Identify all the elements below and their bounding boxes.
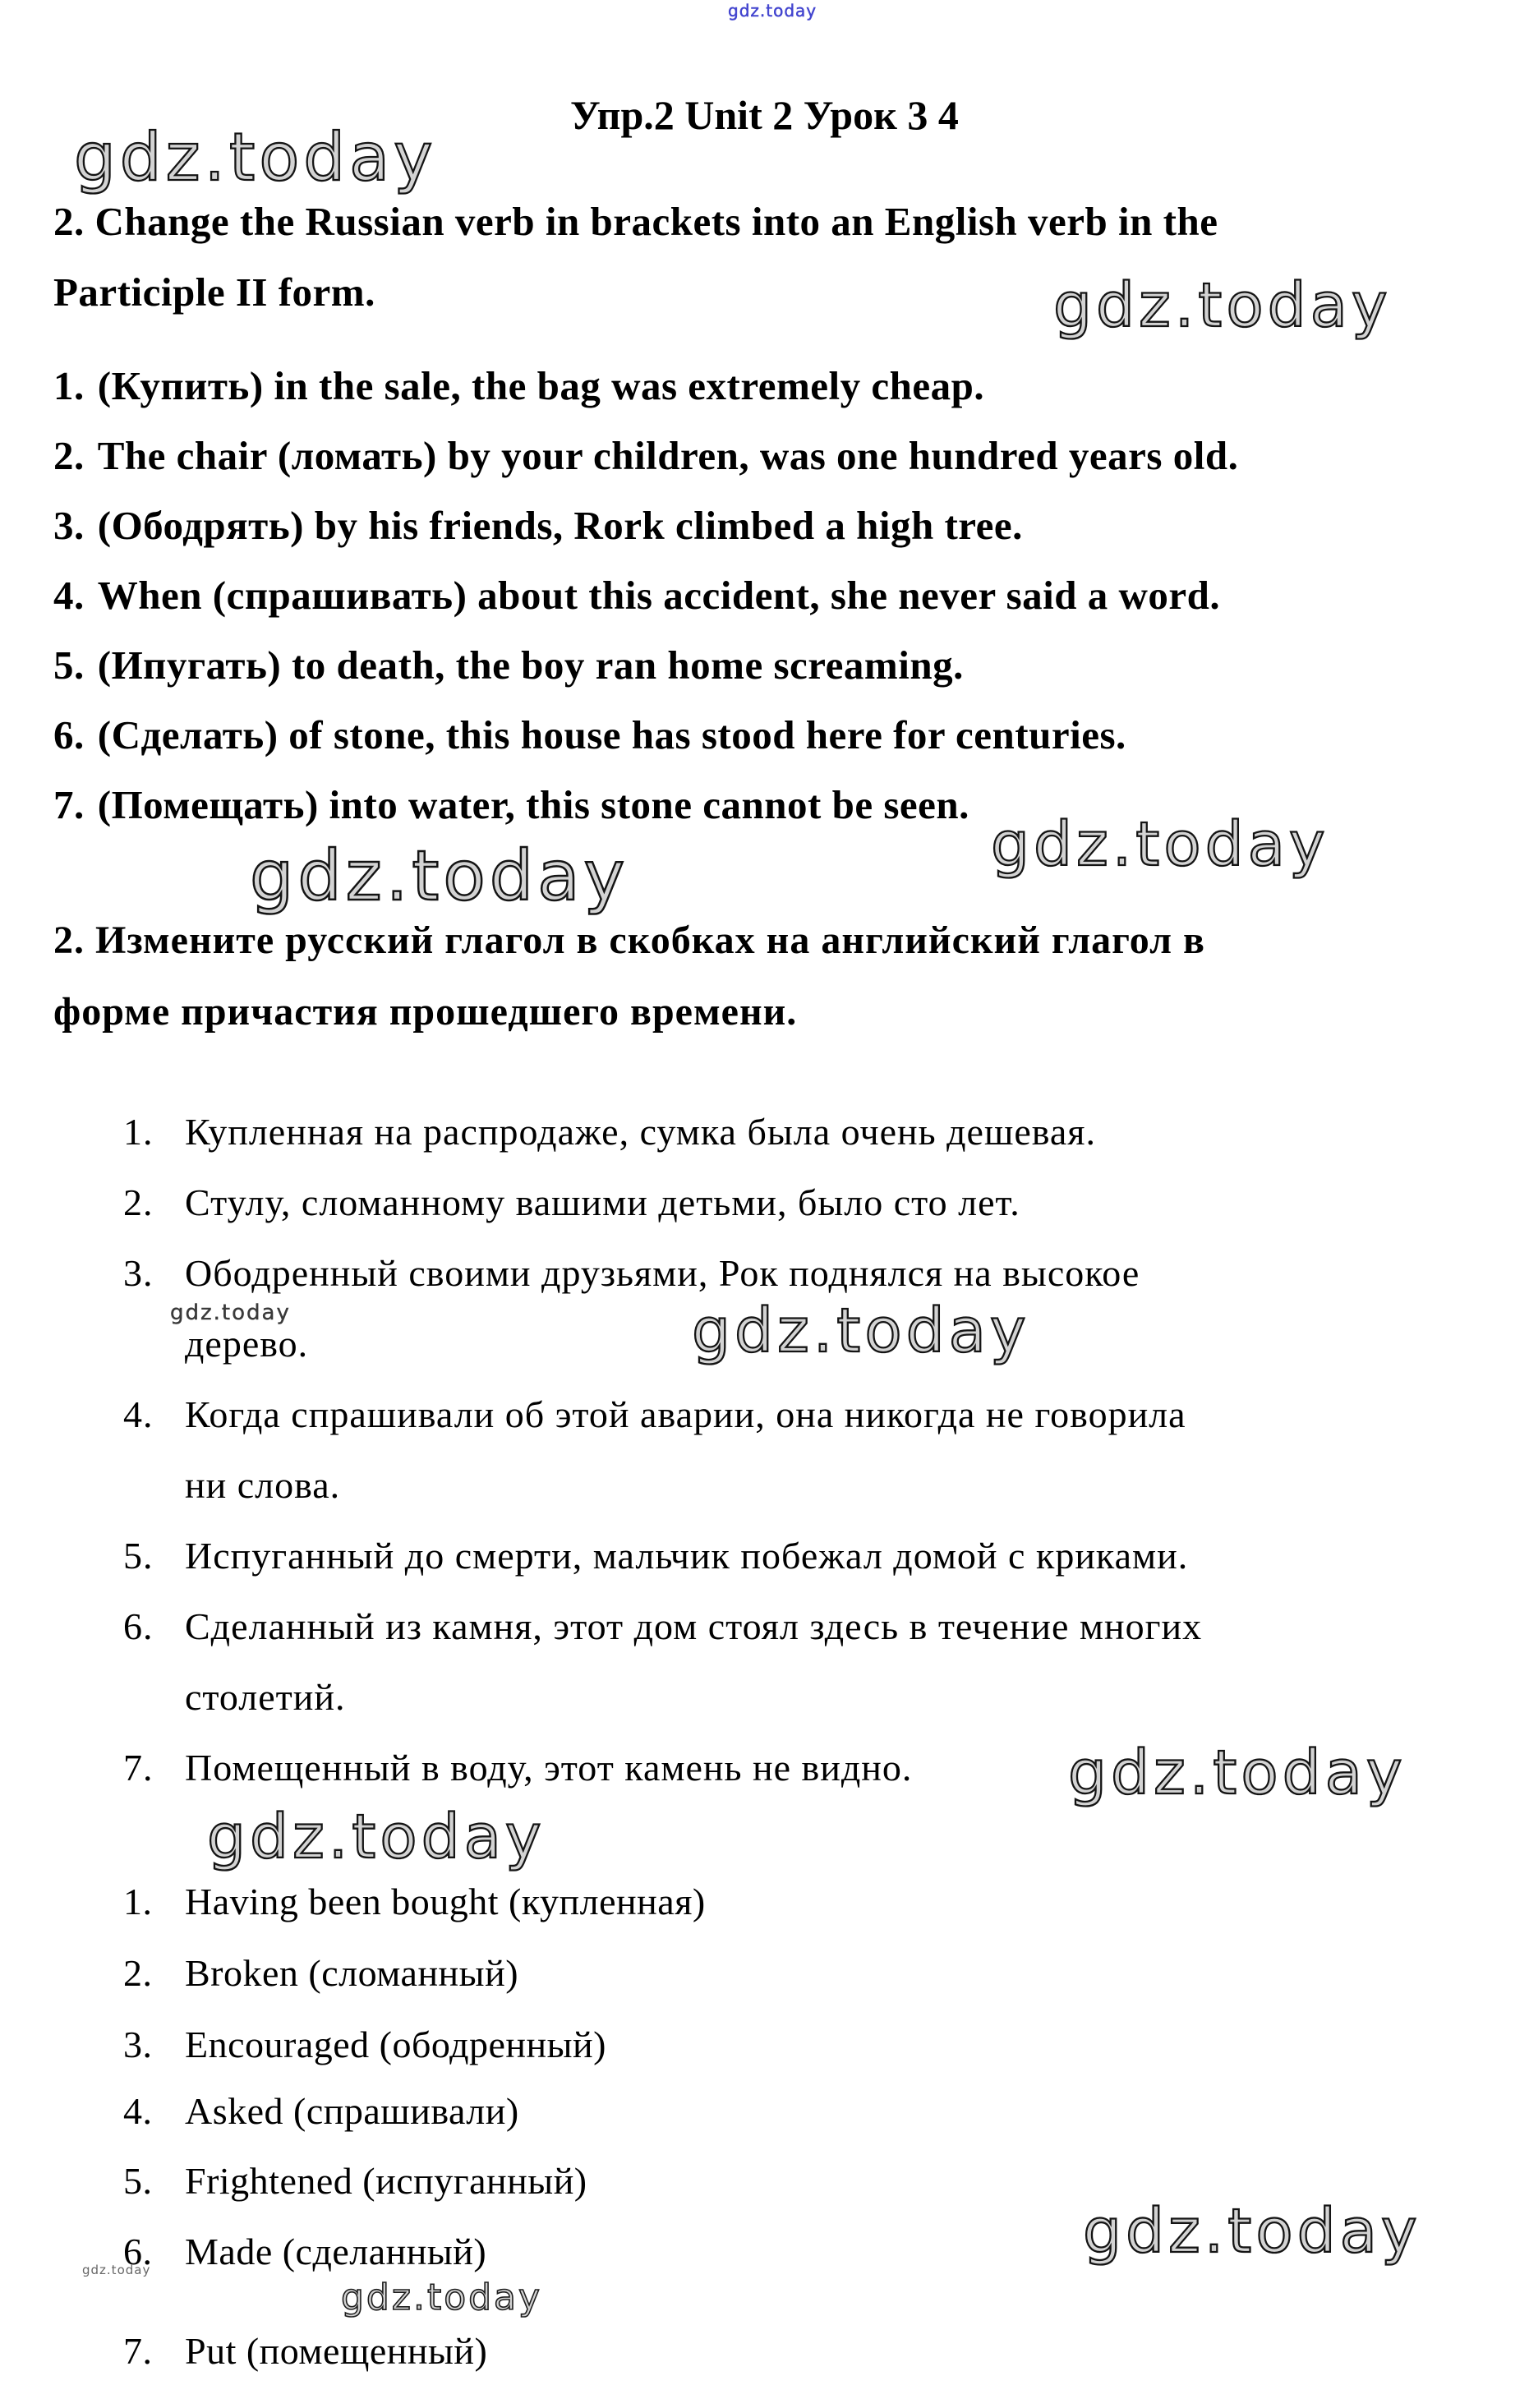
answer-list-item xyxy=(123,2226,486,2277)
item-text: When (спрашивать) about this accident, she never said a word. xyxy=(97,573,1221,618)
ru-list-line xyxy=(123,1248,1140,1299)
item-number: 5. xyxy=(53,642,85,688)
en-list-item xyxy=(53,570,1220,621)
gdz-watermark-top-left: gdz.today xyxy=(74,119,437,196)
en-list-item xyxy=(53,500,1023,551)
item-text: Frightened (испуганный) xyxy=(185,2160,587,2202)
item-number: 3. xyxy=(53,503,85,548)
page-title: Упр.2 Unit 2 Урок 3 4 xyxy=(570,92,959,138)
en-task-heading-line-2: Participle II form. xyxy=(53,269,375,315)
ru-list-line-continuation xyxy=(123,1460,340,1511)
item-number: 4. xyxy=(123,1393,154,1435)
answer-list-item xyxy=(123,2086,519,2137)
ru-list-line xyxy=(123,1107,1096,1158)
ru-list-line xyxy=(123,1389,1186,1440)
ru-list-line xyxy=(123,1601,1202,1652)
gdz-watermark-right-2: gdz.today xyxy=(991,809,1329,880)
ru-list-line-continuation xyxy=(123,1319,308,1370)
answer-list-item xyxy=(123,1876,706,1927)
gdz-watermark-left-lower: gdz.today xyxy=(207,1802,546,1872)
item-number: 7. xyxy=(123,1747,154,1789)
item-text: Помещенный в воду, этот камень не видно. xyxy=(185,1747,913,1789)
item-number: 3. xyxy=(123,2024,153,2065)
item-text: (Ипугать) to death, the boy ran home screaming. xyxy=(97,642,964,688)
item-text: Испуганный до смерти, мальчик побежал домой с криками. xyxy=(185,1535,1189,1577)
item-text: Ободренный своими друзьями, Рок поднялся на высокое xyxy=(185,1252,1140,1294)
item-number: 1. xyxy=(53,363,85,408)
item-number: 5. xyxy=(123,2160,153,2202)
item-number: 6. xyxy=(123,2231,153,2272)
item-number: 4. xyxy=(123,2090,153,2132)
item-text: Сделанный из камня, этот дом стоял здесь в течение многих xyxy=(185,1605,1203,1647)
gdz-watermark-center: gdz.today xyxy=(692,1296,1030,1366)
item-text: Put (помещенный) xyxy=(185,2330,488,2372)
item-number: 1. xyxy=(123,1881,153,1922)
gdz-watermark-right-3: gdz.today xyxy=(1068,1738,1407,1808)
ru-list-line xyxy=(123,1743,912,1793)
gdz-watermark-tiny-bottom: gdz.today xyxy=(82,2263,151,2277)
item-text: ни слова. xyxy=(185,1464,341,1506)
item-number: 4. xyxy=(53,573,85,618)
answer-list-item xyxy=(123,2326,487,2377)
item-number: 1. xyxy=(123,1111,154,1153)
gdz-watermark-small-derevo: gdz.today xyxy=(170,1301,291,1325)
item-number: 2. xyxy=(123,1952,153,1994)
item-number: 3. xyxy=(123,1252,154,1294)
ru-task-heading-line-1: 2. Измените русский глагол в скобках на английский глагол в xyxy=(53,919,1205,962)
gdz-watermark-above-put: gdz.today xyxy=(341,2277,543,2318)
item-text: Made (сделанный) xyxy=(185,2231,487,2272)
en-list-item xyxy=(53,361,984,412)
item-number: 5. xyxy=(123,1535,154,1577)
item-number: 7. xyxy=(123,2330,153,2372)
ru-list-line-continuation xyxy=(123,1672,346,1723)
item-text: Купленная на распродаже, сумка была очень дешевая. xyxy=(185,1111,1096,1153)
item-text: (Купить) in the sale, the bag was extremely cheap. xyxy=(97,363,985,408)
en-list-item xyxy=(53,640,964,691)
item-text: столетий. xyxy=(185,1676,346,1718)
item-text: The chair (ломать) by your children, was one hundred years old. xyxy=(97,433,1239,478)
item-text: (Сделать) of stone, this house has stood here for centuries. xyxy=(97,712,1126,757)
en-list-item xyxy=(53,710,1126,761)
answer-list-item xyxy=(123,1948,518,1999)
item-text: (Ободрять) by his friends, Rork climbed a high tree. xyxy=(97,503,1023,548)
ru-task-heading-line-2: форме причастия прошедшего времени. xyxy=(53,990,798,1034)
gdz-watermark-left-mid: gdz.today xyxy=(250,836,629,916)
gdz-watermark-top-blue: gdz.today xyxy=(728,1,817,21)
answer-list-item xyxy=(123,2019,606,2070)
gdz-watermark-right-bottom: gdz.today xyxy=(1083,2196,1421,2267)
en-task-heading-line-1: 2. Change the Russian verb in brackets into an English verb in the xyxy=(53,199,1218,244)
ru-list-line xyxy=(123,1177,1020,1228)
item-text: Broken (сломанный) xyxy=(185,1952,519,1994)
item-number: 7. xyxy=(53,782,85,827)
item-text: Having been bought (купленная) xyxy=(185,1881,706,1922)
item-text: Encouraged (ободренный) xyxy=(185,2024,606,2065)
item-number: 6. xyxy=(53,712,85,757)
gdz-watermark-right-1: gdz.today xyxy=(1053,270,1392,341)
item-number: 2. xyxy=(123,1181,154,1223)
item-number: 6. xyxy=(123,1605,154,1647)
item-text: дерево. xyxy=(185,1323,309,1365)
item-text: Когда спрашивали об этой аварии, она никогда не говорила xyxy=(185,1393,1186,1435)
answer-list-item xyxy=(123,2156,587,2207)
en-list-item xyxy=(53,780,969,831)
item-text: (Помещать) into water, this stone cannot be seen. xyxy=(97,782,969,827)
en-list-item xyxy=(53,430,1238,481)
item-text: Asked (спрашивали) xyxy=(185,2090,519,2132)
ru-list-line xyxy=(123,1531,1188,1582)
item-number: 2. xyxy=(53,433,85,478)
item-text: Стулу, сломанному вашими детьми, было сто лет. xyxy=(185,1181,1020,1223)
